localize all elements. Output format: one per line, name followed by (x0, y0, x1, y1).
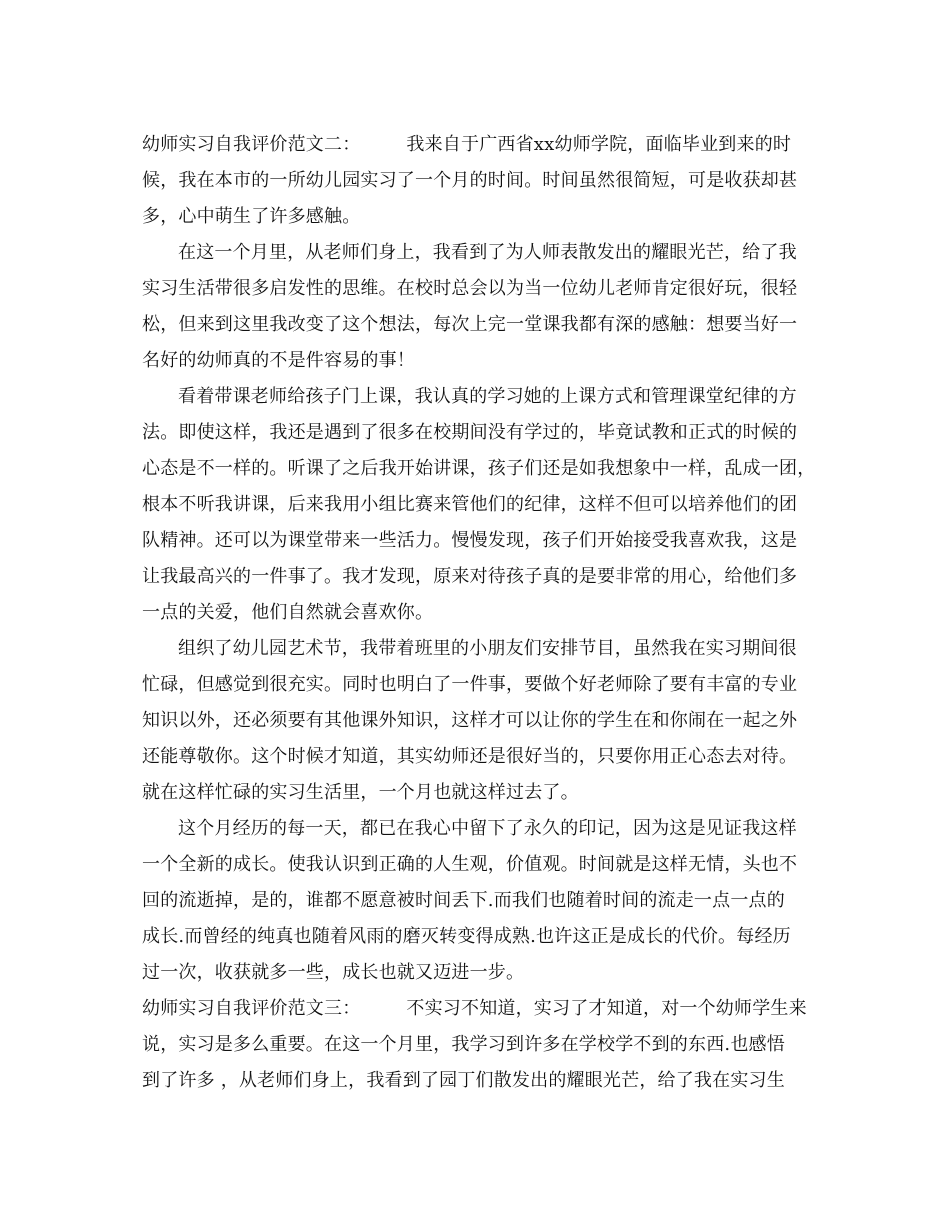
paragraph-line: 让我最高兴的一件事了。我才发现，原来对待孩子真的是要非常的用心，给他们多 (142, 566, 798, 587)
paragraph-line: 还能尊敬你。这个时候才知道，其实幼师还是很好当的，只要你用正心态去对待。 (142, 746, 798, 767)
section-2-text-line: 多，心中萌生了许多感触。 (142, 206, 361, 227)
paragraph-line: 成长.而曾经的纯真也随着风雨的磨灭转变得成熟.也许这正是成长的代价。每经历 (142, 926, 791, 947)
paragraph-line: 名好的幼师真的不是件容易的事！ (142, 350, 415, 371)
paragraph-line: 就在这样忙碌的实习生活里，一个月也就这样过去了。 (142, 782, 579, 803)
paragraph-line: 这个月经历的每一天，都已在我心中留下了永久的印记，因为这是见证我这样 (178, 818, 797, 839)
section-3-text-line: 不实习不知道，实习了才知道，对一个幼师学生来 (406, 998, 807, 1019)
section-3-text-line: 到了许多 ，从老师们身上，我看到了园丁们散发出的耀眼光芒，给了我在实习生 (142, 1070, 785, 1091)
section-2-text-line: 我来自于广西省xx幼师学院，面临毕业到来的时 (406, 134, 792, 155)
paragraph-line: 在这一个月里，从老师们身上，我看到了为人师表散发出的耀眼光芒，给了我 (178, 242, 797, 263)
section-3-first-line (142, 991, 818, 1027)
paragraph-line: 一点的关爱，他们自然就会喜欢你。 (142, 602, 434, 623)
paragraph-line: 忙碌，但感觉到很充实。同时也明白了一件事，要做个好老师除了要有丰富的专业 (142, 674, 798, 695)
paragraph-line: 法。即使这样，我还是遇到了很多在校期间没有学过的，毕竟试教和正式的时候的 (142, 422, 798, 443)
paragraph-line: 心态是不一样的。听课了之后我开始讲课，孩子们还是如我想象中一样，乱成一团， (142, 458, 816, 479)
section-2-first-line (142, 127, 818, 163)
document-body (142, 127, 818, 1099)
section-3-heading: 幼师实习自我评价范文三： (142, 998, 361, 1019)
paragraph-line: 知识以外，还必须要有其他课外知识，这样才可以让你的学生在和你闹在一起之外 (142, 710, 798, 731)
paragraph-line: 组织了幼儿园艺术节，我带着班里的小朋友们安排节目，虽然我在实习期间很 (178, 638, 797, 659)
paragraph-line: 过一次，收获就多一些，成长也就又迈进一步。 (142, 962, 525, 983)
paragraph-line: 根本不听我讲课，后来我用小组比赛来管他们的纪律，这样不但可以培养他们的团 (142, 494, 798, 515)
paragraph-line: 回的流逝掉，是的，谁都不愿意被时间丢下.而我们也随着时间的流走一点一点的 (142, 890, 785, 911)
paragraph-line: 一个全新的成长。使我认识到正确的人生观，价值观。时间就是这样无情，头也不 (142, 854, 798, 875)
paragraph-line: 松，但来到这里我改变了这个想法，每次上完一堂课我都有深的感触：想要当好一 (142, 314, 798, 335)
paragraph-line: 实习生活带很多启发性的思维。在校时总会以为当一位幼儿老师肯定很好玩，很轻 (142, 278, 798, 299)
section-2-text-line: 候，我在本市的一所幼儿园实习了一个月的时间。时间虽然很简短，可是收获却甚 (142, 170, 798, 191)
section-2-heading: 幼师实习自我评价范文二： (142, 134, 361, 155)
paragraph-line: 队精神。还可以为课堂带来一些活力。慢慢发现，孩子们开始接受我喜欢我，这是 (142, 530, 798, 551)
section-3-text-line: 说，实习是多么重要。在这一个月里，我学习到许多在学校学不到的东西.也感悟 (142, 1034, 785, 1055)
paragraph-line: 看着带课老师给孩子门上课，我认真的学习她的上课方式和管理课堂纪律的方 (178, 386, 797, 407)
